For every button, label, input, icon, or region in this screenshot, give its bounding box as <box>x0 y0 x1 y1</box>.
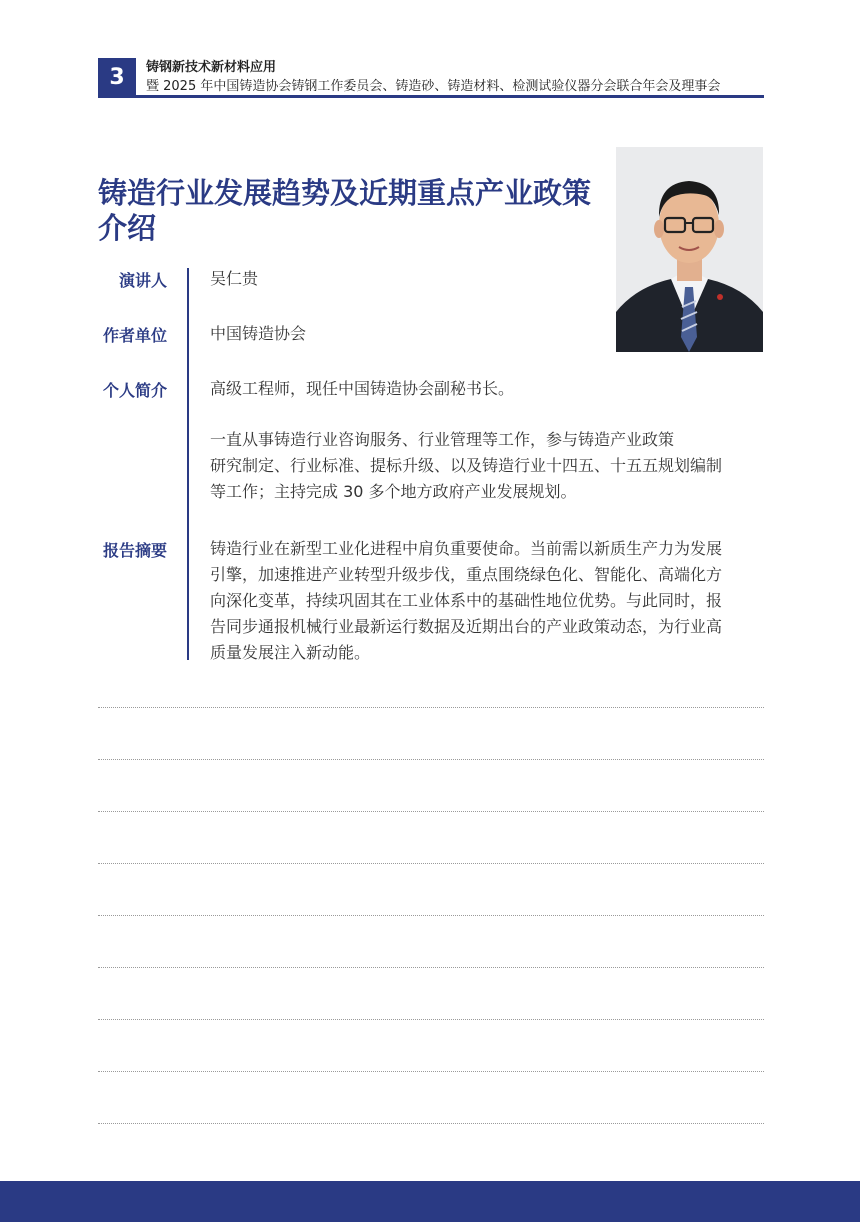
speaker-label: 演讲人 <box>118 271 167 290</box>
abstract-line: 铸造行业在新型工业化进程中肩负重要使命。当前需以新质生产力为发展 <box>210 539 723 558</box>
header-title: 铸钢新技术新材料应用 <box>146 60 277 75</box>
bio-paragraph-1: 高级工程师，现任中国铸造协会副秘书长。 <box>210 379 515 398</box>
abstract-label: 报告摘要 <box>102 541 167 560</box>
note-line <box>98 967 764 968</box>
bio-line: 一直从事铸造行业咨询服务、行业管理等工作，参与铸造产业政策 <box>210 430 675 449</box>
header-subtitle: 暨 2025 年中国铸造协会铸钢工作委员会、铸造砂、铸造材料、检测试验仪器分会联合年会及理事会 <box>146 79 721 94</box>
abstract-line: 告同步通报机械行业最新运行数据及近期出台的产业政策动态，为行业高 <box>210 617 723 636</box>
footer-bar <box>0 1181 860 1222</box>
abstract-line: 向深化变革，持续巩固其在工业体系中的基础性地位优势。与此同时，报 <box>210 591 723 610</box>
abstract-text <box>210 536 766 666</box>
bio-line: 研究制定、行业标准、提标升级、以及铸造行业十四五、十五五规划编制 <box>210 456 723 475</box>
note-line <box>98 759 764 760</box>
page-header <box>98 55 764 99</box>
note-line <box>98 915 764 916</box>
fields-divider <box>187 268 189 660</box>
note-line <box>98 1071 764 1072</box>
bio-paragraph-2 <box>210 427 766 505</box>
title-line-2: 介绍 <box>98 211 157 245</box>
page-number: 3 <box>98 58 136 96</box>
bio-label: 个人简介 <box>102 381 167 400</box>
page-title <box>98 176 598 246</box>
abstract-line: 引擎，加速推进产业转型升级步伐，重点围绕绿色化、智能化、高端化方 <box>210 565 723 584</box>
organization-value: 中国铸造协会 <box>210 324 307 343</box>
header-rule <box>98 95 764 98</box>
abstract-line: 质量发展注入新动能。 <box>210 643 371 662</box>
speaker-name: 吴仁贵 <box>210 269 259 288</box>
note-line <box>98 811 764 812</box>
organization-label: 作者单位 <box>102 326 167 345</box>
note-line <box>98 863 764 864</box>
bio-line: 等工作；主持完成 30 多个地方政府产业发展规划。 <box>210 482 577 501</box>
note-line <box>98 1019 764 1020</box>
note-line <box>98 1123 764 1124</box>
note-line <box>98 707 764 708</box>
title-line-1: 铸造行业发展趋势及近期重点产业政策 <box>98 176 592 210</box>
